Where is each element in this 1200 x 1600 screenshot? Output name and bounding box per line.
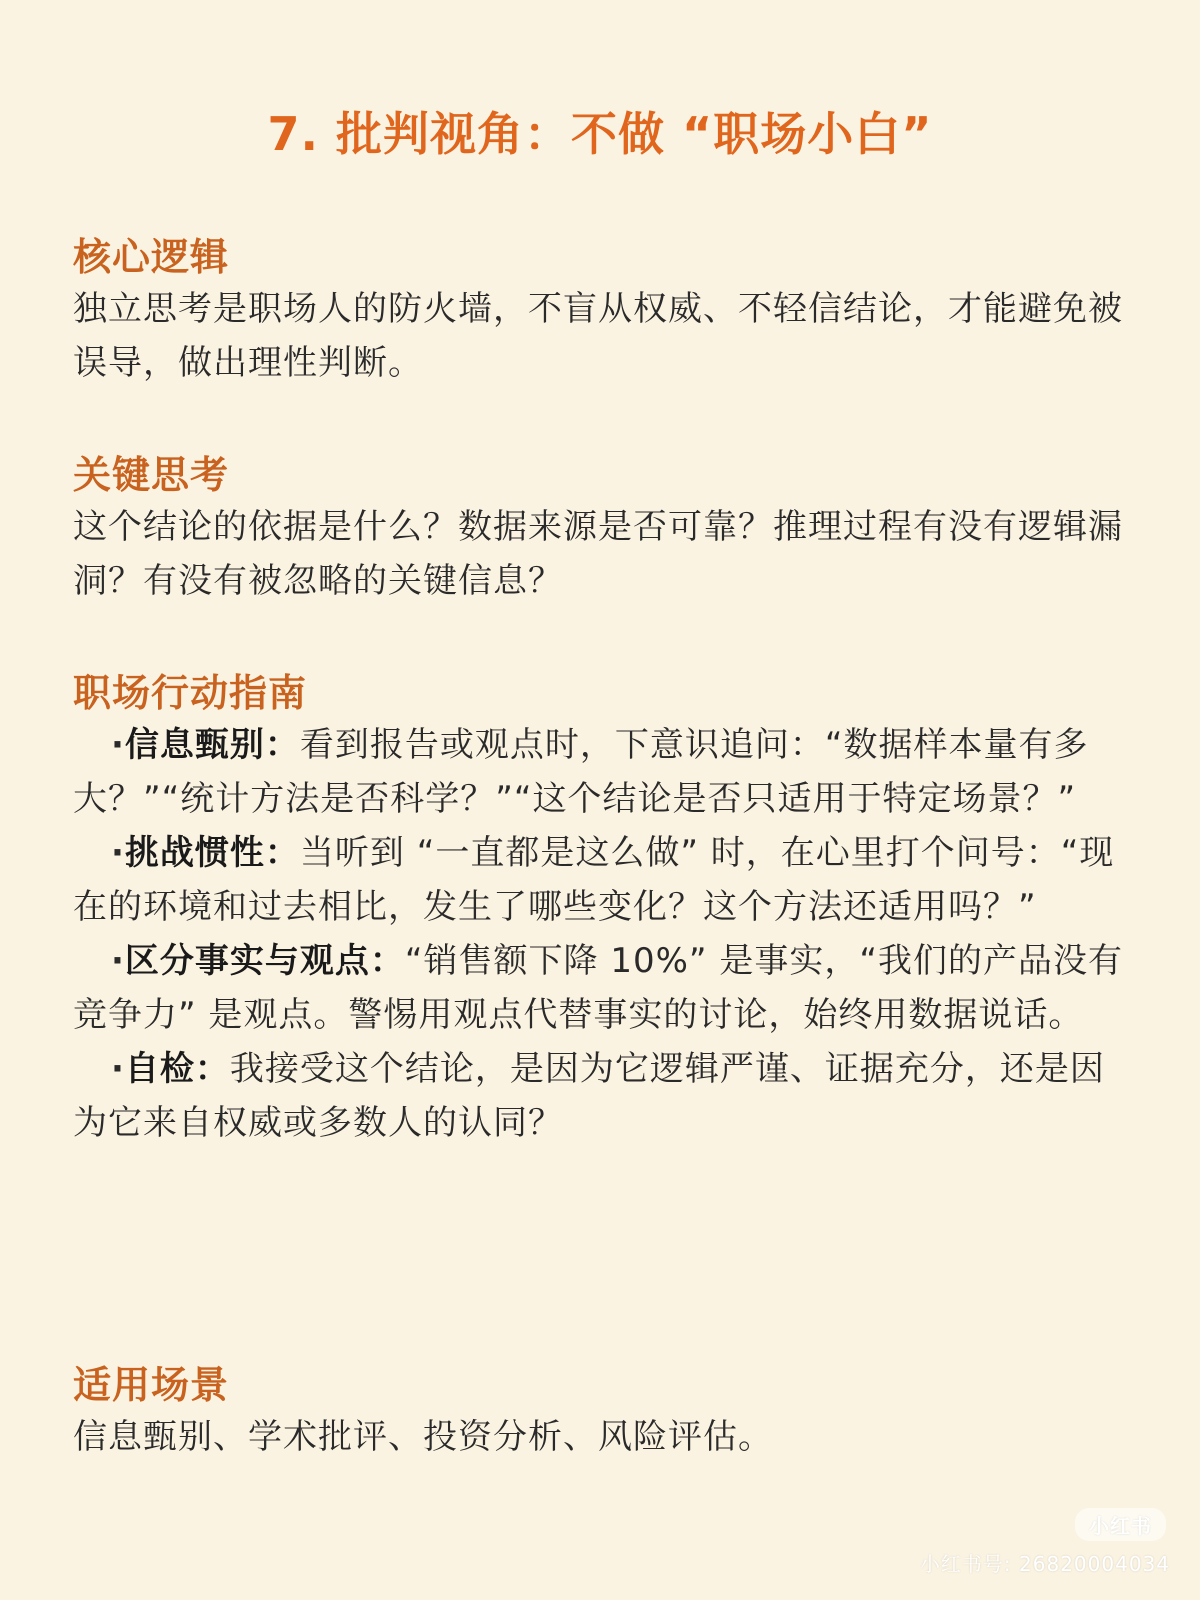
action-guide-section	[73, 668, 1133, 1150]
key-thinking-heading: 关键思考	[73, 453, 230, 497]
bullet-icon: ·	[111, 1049, 125, 1089]
guide-item-text: 当听到 “一直都是这么做” 时，在心里打个问号：“现在的环境和过去相比，发生了哪些变化？这个方法还适用吗？”	[73, 833, 1115, 927]
watermark-logo: 小红书	[1075, 1508, 1166, 1541]
guide-item-fact-vs-opinion	[73, 934, 1133, 1042]
scenarios-section	[73, 1360, 1133, 1464]
key-thinking-section	[73, 450, 1133, 608]
guide-item-text: “销售额下降 10%” 是事实，“我们的产品没有竞争力” 是观点。警惕用观点代替事实的讨论，始终用数据说话。	[73, 941, 1123, 1035]
core-logic-text: 独立思考是职场人的防火墙，不盲从权威、不轻信结论，才能避免被误导，做出理性判断。	[73, 289, 1123, 383]
guide-item-self-check	[73, 1042, 1133, 1150]
watermark-id: 小红书号: 26820004034	[919, 1552, 1170, 1576]
action-guide-heading: 职场行动指南	[73, 671, 308, 715]
guide-item-challenge-inertia	[73, 826, 1133, 934]
core-logic-heading: 核心逻辑	[73, 235, 230, 279]
scenarios-heading: 适用场景	[73, 1363, 230, 1407]
page-title: 7. 批判视角：不做 “职场小白”	[267, 107, 933, 161]
guide-item-text: 我接受这个结论，是因为它逻辑严谨、证据充分，还是因为它来自权威或多数人的认同？	[73, 1049, 1105, 1143]
guide-item-label: 挑战惯性：	[124, 833, 300, 873]
guide-item-label: 区分事实与观点：	[124, 941, 405, 981]
guide-item-label: 信息甄别：	[124, 725, 300, 765]
guide-item-text: 看到报告或观点时，下意识追问：“数据样本量有多大？”“统计方法是否科学？”“这个结论是否只适用于特定场景？”	[73, 725, 1089, 819]
core-logic-section	[73, 232, 1133, 390]
guide-item-info-screening	[73, 718, 1133, 826]
scenarios-text: 信息甄别、学术批评、投资分析、风险评估。	[73, 1417, 773, 1457]
bullet-icon: ·	[111, 725, 125, 765]
key-thinking-text: 这个结论的依据是什么？数据来源是否可靠？推理过程有没有逻辑漏洞？有没有被忽略的关键信息？	[73, 507, 1123, 601]
guide-item-label: 自检：	[124, 1049, 230, 1089]
bullet-icon: ·	[111, 833, 125, 873]
bullet-icon: ·	[111, 941, 125, 981]
